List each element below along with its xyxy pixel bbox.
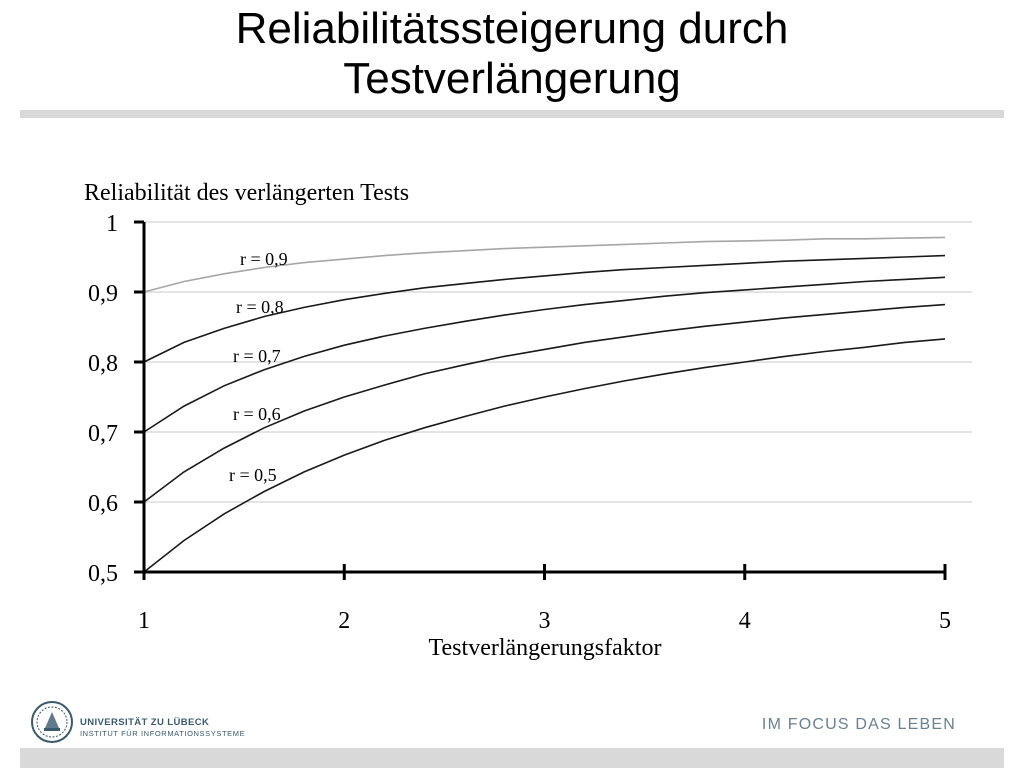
series-annotations [229,249,288,485]
university-name: UNIVERSITÄT ZU LÜBECK [80,717,210,728]
x-axis-label: Testverlängerungsfaktor [428,635,662,661]
footer-band [20,748,1004,768]
institute-name: INSTITUT FÜR INFORMATIONSSYSTEME [80,729,246,738]
y-tick-label: 0,5 [88,561,118,587]
series-annotation: r = 0,7 [233,346,281,366]
slide-title-line2: Testverlängerung [343,54,681,103]
y-axis-label: Reliabilität des verlängerten Tests [84,180,410,206]
y-tick-label: 0,6 [88,491,118,517]
series-annotation: r = 0,8 [236,297,284,317]
series-annotation: r = 0,6 [233,404,281,424]
x-tick-label: 2 [338,608,351,634]
slogan: IM FOCUS DAS LEBEN [761,716,956,733]
series-annotation: r = 0,5 [229,465,277,485]
y-tick-label: 0,9 [88,281,118,307]
x-tick-label: 1 [138,608,150,634]
x-tick-label: 3 [538,608,551,634]
y-tick-label: 1 [106,211,118,237]
y-tick-label: 0,7 [88,421,118,447]
y-tick-label: 0,8 [88,351,118,377]
x-tick-label: 4 [738,608,751,634]
series-annotation: r = 0,9 [240,249,288,269]
series-line-5 [144,339,945,572]
university-seal-logo [30,700,74,744]
slide-title-line1: Reliabilitätssteigerung durch [235,4,789,53]
x-tick-label: 5 [939,608,951,634]
